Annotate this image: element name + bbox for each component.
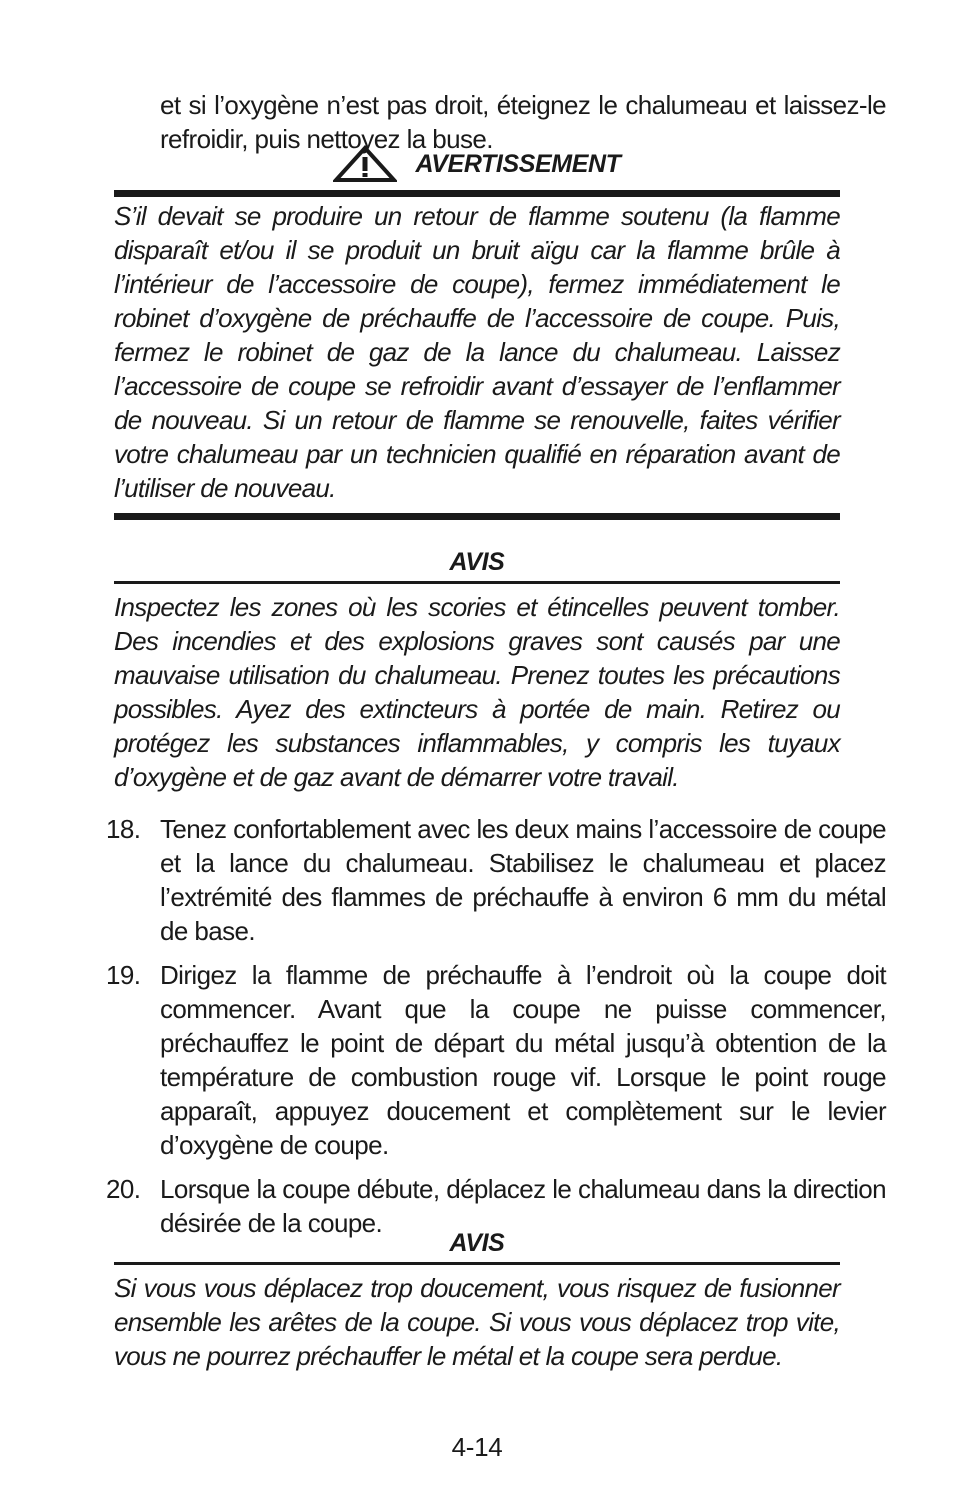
step-number: 20. (106, 1174, 141, 1204)
step-number: 19. (106, 960, 141, 990)
intro-paragraph: et si l’oxygène n’est pas droit, éteignez le chalumeau et laissez-le refroidir, puis nettoyez la buse. (160, 90, 886, 154)
warning-heading (114, 142, 840, 186)
list-item (106, 812, 886, 948)
steps-list (106, 812, 886, 1250)
notice-2-title: AVIS (449, 1229, 505, 1257)
warning-box (114, 142, 840, 520)
step-text: Dirigez la flamme de préchauffe à l’endroit où la coupe doit commencer. Avant que la coupe ne puisse commencer, préchauffez le point de départ du métal jusqu’à obtention de la température de combustion rouge vif. Lorsque le point rouge apparaît, appuyez doucement et complètement sur le levier d’oxygène de coupe. (160, 960, 886, 1160)
notice-box-1 (114, 547, 840, 794)
step-text: Lorsque la coupe débute, déplacez le chalumeau dans la direction désirée de la coupe. (160, 1174, 886, 1238)
warning-triangle-icon (333, 145, 397, 183)
notice-box-2 (114, 1228, 840, 1373)
warning-top-rule (114, 190, 840, 197)
page-number: 4-14 (451, 1432, 503, 1462)
warning-title: AVERTISSEMENT (415, 150, 621, 178)
step-number: 18. (106, 814, 141, 844)
list-item (106, 958, 886, 1162)
notice-1-text: Inspectez les zones où les scories et étincelles peuvent tomber. Des incendies et des explosions graves sont causés par une mauvaise utilisation du chalumeau. Prenez toutes les précautions possibles. Ayez des extincteurs à portée de main. Retirez ou protégez les substances inflammables, y compris les tuyaux d’oxygène et de gaz avant de démarrer votre travail. (114, 592, 840, 792)
warning-bottom-rule (114, 513, 840, 520)
notice-1-title: AVIS (449, 548, 505, 576)
warning-text: S’il devait se produire un retour de flamme soutenu (la flamme disparaît et/ou il se produit un bruit aïgu car la flamme brûle à l’intérieur de l’accessoire de coupe), fermez immédiatement le robinet d’oxygène de préchauffe de l’accessoire de coupe. Puis, fermez le robinet de gaz de la lance du chalumeau. Laissez l’accessoire de coupe se refroidir avant d’essayer de l’enflammer de nouveau. Si un retour de flamme se renouvelle, faites vérifier votre chalumeau par un technicien qualifié en réparation avant de l’utiliser de nouveau. (114, 201, 840, 503)
step-text: Tenez confortablement avec les deux mains l’accessoire de coupe et la lance du chalumeau. Stabilisez le chalumeau et placez l’extrémité des flammes de préchauffe à environ 6 mm du métal de base. (160, 814, 886, 946)
notice-2-text: Si vous vous déplacez trop doucement, vous risquez de fusionner ensemble les arêtes de la coupe. Si vous vous déplacez trop vite, vous ne pourrez préchauffer le métal et la coupe sera perdue. (114, 1273, 840, 1371)
